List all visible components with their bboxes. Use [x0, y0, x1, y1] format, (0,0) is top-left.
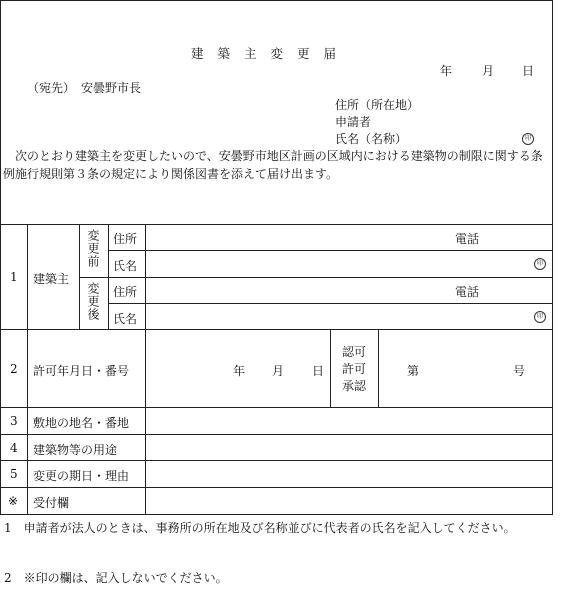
row5-number: 5 — [10, 467, 18, 481]
before-phone-label: 電話 — [455, 232, 480, 246]
permit-number-suffix: 号 — [513, 364, 526, 378]
line-r4-top — [0, 434, 553, 435]
col-number-line — [27, 224, 28, 515]
after-phone-label: 電話 — [455, 285, 480, 299]
after-change-label: 変更後 — [86, 282, 100, 321]
row4-number: 4 — [10, 441, 18, 455]
declaration-text: 次のとおり建築主を変更したいので、安曇野市地区計画の区域内における建築物の制限に関する条例施行規則第３条の規定により関係図書を添えて届け出ます。 — [3, 149, 543, 181]
seal-icon: 印 — [522, 133, 534, 145]
applicant-address-label: 住所（所在地） — [335, 98, 420, 112]
after-address-label: 住所 — [113, 285, 138, 299]
before-name-label: 氏名 — [113, 259, 138, 273]
date-day: 日 — [522, 64, 535, 78]
row3-number: 3 — [10, 414, 18, 428]
row1-number: 1 — [10, 270, 18, 284]
footnote-1: 1 申請者が法人のときは、事務所の所在地及び名称並びに代表者の氏名を記入してください。 — [4, 521, 516, 535]
permit-day: 日 — [312, 364, 325, 378]
form-title: 建築主変更届 — [191, 46, 351, 61]
permit-year: 年 — [233, 364, 246, 378]
after-seal-icon: 印 — [534, 311, 546, 323]
applicant-label: 申請者 — [335, 115, 372, 129]
approval-type-3: 承認 — [342, 379, 367, 393]
row1-label: 建築主 — [33, 272, 70, 286]
line-r5-top — [0, 460, 553, 461]
before-change-label: 変更前 — [86, 229, 100, 268]
date-month: 月 — [482, 64, 495, 78]
approval-type-2: 許可 — [342, 362, 367, 376]
col-sublabel-line — [108, 224, 109, 329]
before-address-label: 住所 — [113, 232, 138, 246]
row4-label: 建築物等の用途 — [33, 443, 118, 457]
after-name-label: 氏名 — [113, 312, 138, 326]
row6-label: 受付欄 — [33, 496, 70, 510]
line-r6-top — [0, 487, 553, 488]
col-approval-left — [330, 329, 331, 407]
col-change-line — [79, 224, 80, 329]
before-seal-icon: 印 — [534, 258, 546, 270]
row3-label: 敷地の地名・番地 — [33, 416, 130, 430]
row2-number: 2 — [10, 362, 18, 376]
line-r1-mid — [79, 277, 553, 278]
line-r1a — [108, 250, 553, 251]
permit-number-prefix: 第 — [407, 364, 420, 378]
permit-month: 月 — [272, 364, 285, 378]
line-r1b — [108, 303, 553, 304]
table-top-line — [0, 224, 553, 225]
line-r3-top — [0, 407, 553, 408]
addressee: （宛先） 安曇野市長 — [27, 81, 142, 95]
row2-label: 許可年月日・番号 — [33, 364, 130, 378]
line-r2-top — [0, 329, 553, 330]
footnote-2: 2 ※印の欄は、記入しないでください。 — [4, 571, 228, 585]
row6-number: ※ — [8, 494, 19, 508]
approval-type-1: 認可 — [342, 345, 367, 359]
col-approval-right — [378, 329, 379, 407]
date-year: 年 — [440, 64, 453, 78]
applicant-name-label: 氏名（名称） — [335, 132, 408, 146]
col-value-line — [145, 224, 146, 515]
row5-label: 変更の期日・理由 — [33, 469, 130, 483]
